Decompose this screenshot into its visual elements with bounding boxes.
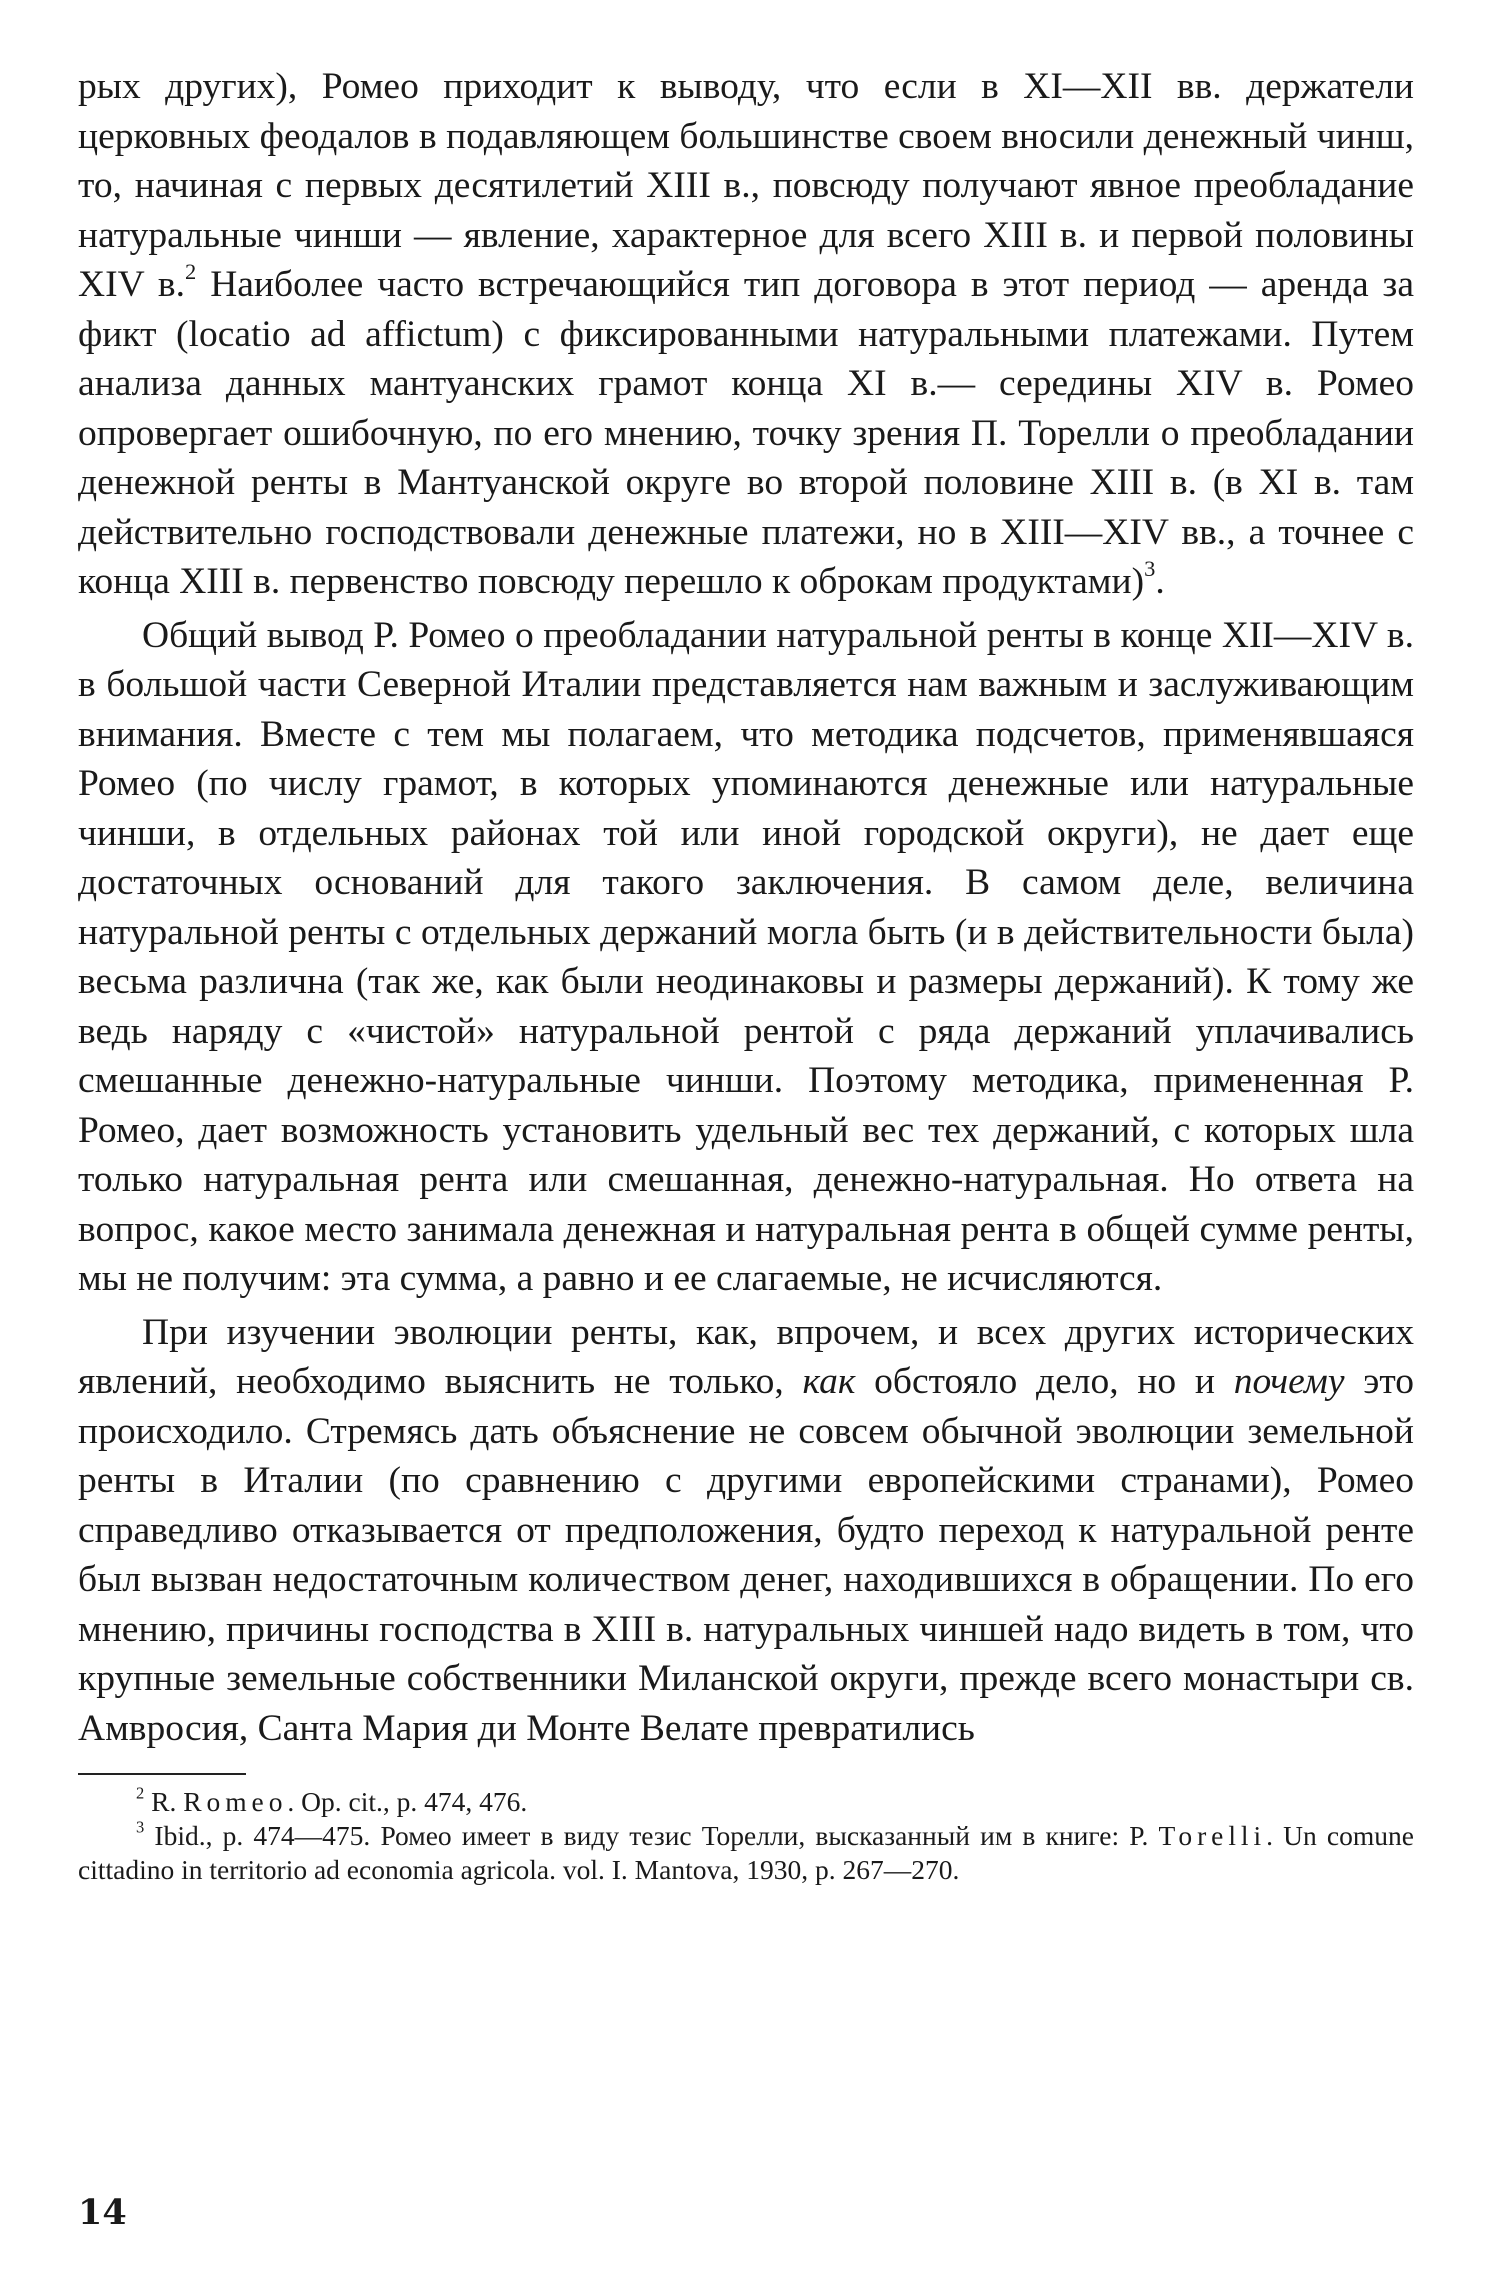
page-content — [78, 62, 1414, 1887]
paragraph-3-emphasis-why: почему — [1233, 1361, 1345, 1402]
paragraph-3-emphasis-how: как — [802, 1361, 856, 1402]
paragraph-3-text-b: обстояло дело, но и — [855, 1361, 1234, 1402]
page-number: 14 — [78, 2192, 127, 2233]
paragraph-1-text: рых других), Ромео приходит к выводу, что если в XI—XII вв. держатели церковных феодалов в подавляющем большинстве своем вносили денежный чинш, то, начиная с первых десятилетий XIII в., повсюду получают явное преобладание натуральные чинши — явление, характерное для всего XIII в. и первой половины XIV в. — [78, 66, 1414, 305]
paragraph-1 — [78, 62, 1414, 607]
paragraph-1-end: . — [1155, 561, 1165, 602]
footnote-2-pre: R. — [144, 1786, 184, 1817]
footnote-divider — [78, 1773, 246, 1775]
footnote-2 — [78, 1785, 1414, 1819]
paragraph-3-text-c: это происходило. Стремясь дать объяснение не совсем обычной эволюции земельной ренты в Италии (по сравнению с другими европейскими странами), Ромео справедливо отказывается от предположения, будто переход к натуральной ренте был вызван недостаточным количеством денег, находившихся в обращении. По его мнению, причины господства в XIII в. натуральных чиншей надо видеть в том, что крупные земельные собственники Миланской округи, прежде всего монастыри св. Амвросия, Санта Мария ди Монте Велате превратились — [78, 1361, 1414, 1749]
paragraph-1-text-cont: Наиболее часто встречающийся тип договора в этот период — аренда за фикт (locatio ad affictum) с фиксированными натуральными платежами. Путем анализа данных мантуанских грамот конца XI в.— середины XIV в. Ромео опровергает ошибочную, по его мнению, точку зрения П. Торелли о преобладании денежной ренты в Мантуанской округе во второй половине XIII в. (в XI в. там действительно господствовали денежные платежи, но в XIII—XIV вв., а точнее с конца XIII в. первенство повсюду перешло к оброкам продуктами) — [78, 264, 1414, 602]
footnote-2-author: Romeo — [183, 1786, 288, 1817]
footnote-2-post: . Op. cit., p. 474, 476. — [287, 1786, 528, 1817]
paragraph-3-text-a: При изучении эволюции ренты, как, впрочем, и всех других исторических явлений, необходимо выяснить не только, — [78, 1311, 1414, 1402]
footnote-2-marker: 2 — [136, 1783, 145, 1803]
paragraph-2: Общий вывод Р. Ромео о преобладании натуральной ренты в конце XII—XIV в. в большой части Северной Италии представляется нам важным и заслуживающим внимания. Вместе с тем мы полагаем, что методика подсчетов, применявшаяся Ромео (по числу грамот, в которых упоминаются денежные или натуральные чинши, в отдельных районах той или иной городской округи), не дает еще достаточных оснований для такого заключения. В самом деле, величина натуральной ренты с отдельных держаний могла быть (и в действительности была) весьма различна (так же, как были неодинаковы и размеры держаний). К тому же ведь наряду с «чистой» натуральной рентой с ряда держаний уплачивались смешанные денежно-натуральные чинши. Поэтому методика, примененная Р. Ромео, дает возможность установить удельный вес тех держаний, с которых шла только натуральная рента или смешанная, денежно-натуральная. Но ответа на вопрос, какое место занимала денежная и натуральная рента в общей сумме ренты, мы не получим: эта сумма, а равно и ее слагаемые, не исчисляются. — [78, 614, 1414, 1299]
footnote-ref-3[interactable]: 3 — [1144, 556, 1156, 582]
footnote-3-marker: 3 — [136, 1817, 145, 1837]
paragraph-3 — [78, 1308, 1414, 1754]
footnote-3 — [78, 1819, 1414, 1887]
footnote-3-post: . Un comune cittadino in territorio ad economia agricola. vol. I. Mantova, 1930, p. 267—270. — [78, 1820, 1414, 1885]
footnote-3-pre: Ibid., p. 474—475. Ромео имеет в виду тезис Торелли, высказанный им в книге: P. — [144, 1820, 1159, 1851]
footnote-3-author: Torelli — [1158, 1820, 1267, 1851]
footnote-ref-2[interactable]: 2 — [185, 259, 197, 285]
